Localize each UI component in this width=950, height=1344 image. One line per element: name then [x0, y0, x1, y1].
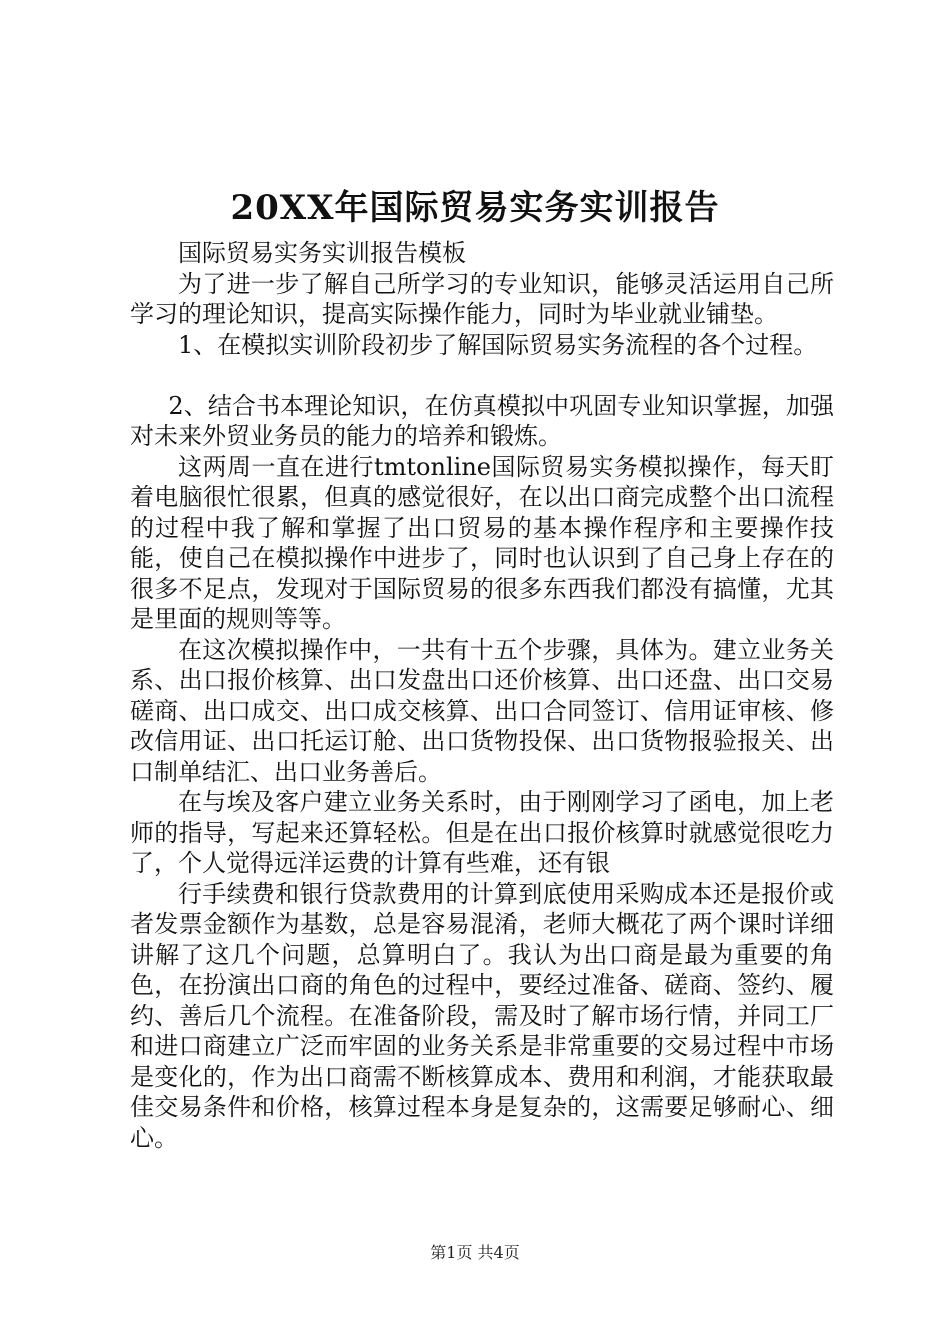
paragraph-calculation: 行手续费和银行贷款费用的计算到底使用采购成本还是报价或者发票金额作为基数，总是容易混淆，老师大概花了两个课时详细讲解了这几个问题，总算明白了。我认为出口商是最为重要的角色，在扮演出口商的角色的过程中，要经过准备、磋商、签约、履约、善后几个流程。在准备阶段，需及时了解市场行情，并同工厂和进口商建立广泛而牢固的业务关系是非常重要的交易过程中市场是变化的，作为出口商需不断核算成本、费用和利润，才能获取最佳交易条件和价格，核算过程本身是复杂的，这需要足够耐心、细心。: [130, 879, 834, 1152]
paragraph-customer: 在与埃及客户建立业务关系时，由于刚刚学习了函电，加上老师的指导，写起来还算轻松。但是在出口报价核算时就感觉很吃力了，个人觉得远洋运费的计算有些难，还有银: [130, 788, 834, 877]
paragraph-goal-1: 1、在模拟实训阶段初步了解国际贸易实务流程的各个过程。: [178, 330, 818, 359]
paragraph-subtitle: 国际贸易实务实训报告模板: [178, 239, 466, 267]
page-number-footer: 第1页 共4页: [430, 1243, 520, 1262]
document-title: 20XX年国际贸易实务实训报告: [230, 188, 720, 228]
paragraph-goal-2: 2、结合书本理论知识，在仿真模拟中巩固专业知识掌握，加强对未来外贸业务员的能力的培养和锻炼。: [130, 391, 834, 450]
paragraph-experience: 这两周一直在进行tmtonline国际贸易实务模拟操作，每天盯着电脑很忙很累，但真的感觉很好，在以出口商完成整个出口流程的过程中我了解和掌握了出口贸易的基本操作程序和主要操作技能，使自己在模拟操作中进步了，同时也认识到了自己身上存在的很多不足点，发现对于国际贸易的很多东西我们都没有搞懂，尤其是里面的规则等等。: [130, 452, 834, 633]
paragraph-purpose: 为了进一步了解自己所学习的专业知识，能够灵活运用自己所学习的理论知识，提高实际操作能力，同时为毕业就业铺垫。: [130, 269, 834, 328]
document-body: [130, 238, 834, 1153]
paragraph-steps: 在这次模拟操作中，一共有十五个步骤，具体为。建立业务关系、出口报价核算、出口发盘出口还价核算、出口还盘、出口交易磋商、出口成交、出口成交核算、出口合同签订、信用证审核、修改信用证、出口托运订舱、出口货物投保、出口货物报验报关、出口制单结汇、出口业务善后。: [130, 635, 834, 786]
